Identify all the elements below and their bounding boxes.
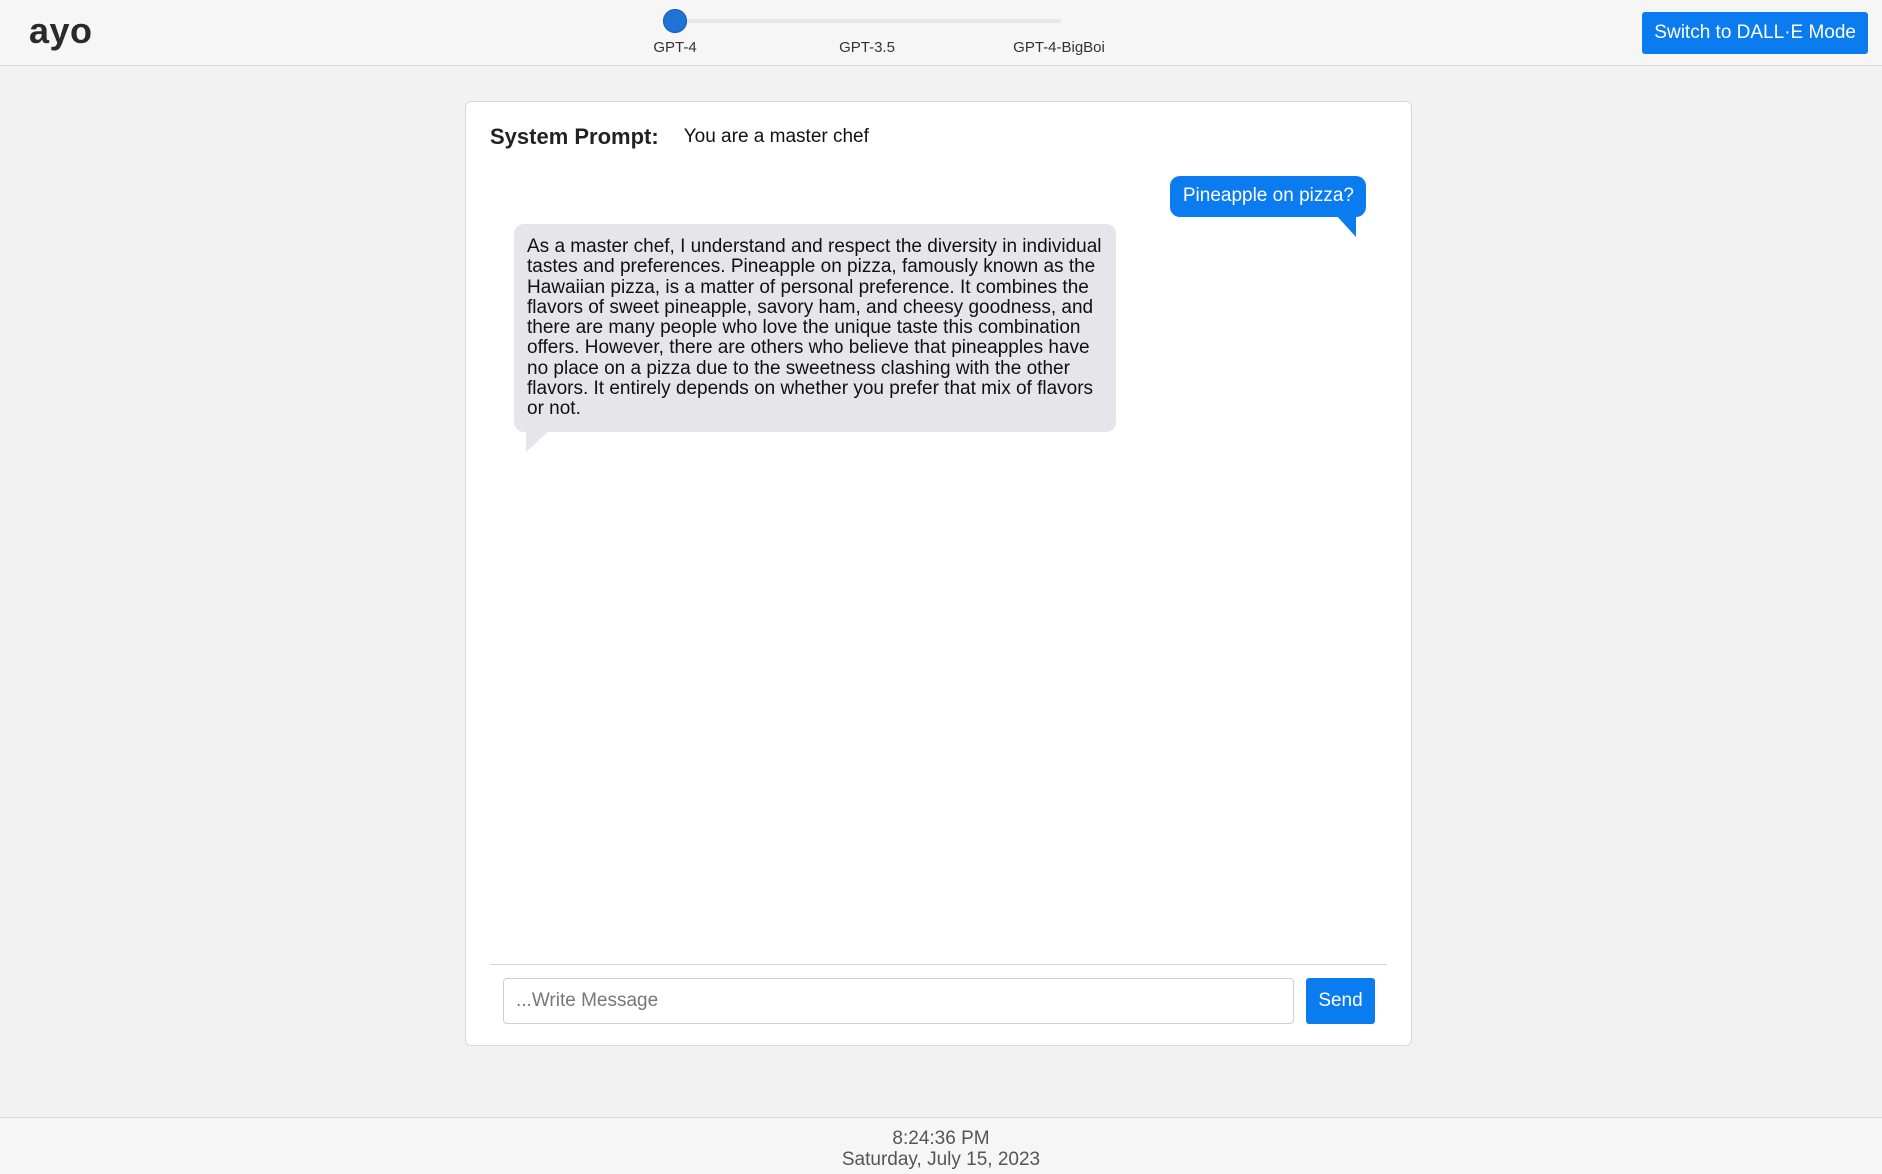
model-slider[interactable]	[653, 8, 1105, 60]
bubble-tail	[1336, 215, 1356, 237]
send-button[interactable]: Send	[1306, 978, 1375, 1024]
bubble-tail	[526, 430, 550, 452]
system-prompt-value[interactable]: You are a master chef	[683, 126, 869, 147]
user-message-bubble	[1170, 176, 1366, 217]
input-divider	[490, 964, 1387, 965]
assistant-message-bubble	[514, 224, 1116, 432]
user-message-text: Pineapple on pizza?	[1182, 185, 1354, 206]
assistant-message-text: As a master chef, I understand and respect the diversity in individual tastes and preferences. Pineapple on pizza, famously known as the Hawaiian pizza, is a matter of personal preference. It combines the flavors of sweet pineapple, savory ham, and cheesy goodness, and there are many people who love the unique taste this combination offers. However, there are others who believe that pineapples have no place on a pizza due to the sweetness clashing with the other flavors. It entirely depends on whether you prefer that mix of flavors or not.	[527, 236, 1102, 420]
message-input[interactable]	[503, 978, 1294, 1024]
chat-panel	[465, 101, 1412, 1046]
top-bar	[0, 0, 1882, 66]
system-prompt-row	[490, 124, 869, 150]
slider-label-gpt4[interactable]: GPT-4	[653, 39, 697, 56]
footer-clock	[0, 1117, 1882, 1174]
slider-track[interactable]	[675, 19, 1061, 23]
slider-label-gpt4-bigboi[interactable]: GPT-4-BigBoi	[1013, 39, 1105, 56]
system-prompt-label: System Prompt:	[490, 124, 659, 149]
slider-label-gpt35[interactable]: GPT-3.5	[839, 39, 895, 56]
footer-date: Saturday, July 15, 2023	[841, 1149, 1041, 1170]
app-logo: ayo	[29, 10, 93, 51]
footer-time: 8:24:36 PM	[892, 1128, 990, 1149]
slider-thumb[interactable]	[663, 9, 687, 33]
switch-mode-button[interactable]: Switch to DALL·E Mode	[1642, 12, 1868, 54]
